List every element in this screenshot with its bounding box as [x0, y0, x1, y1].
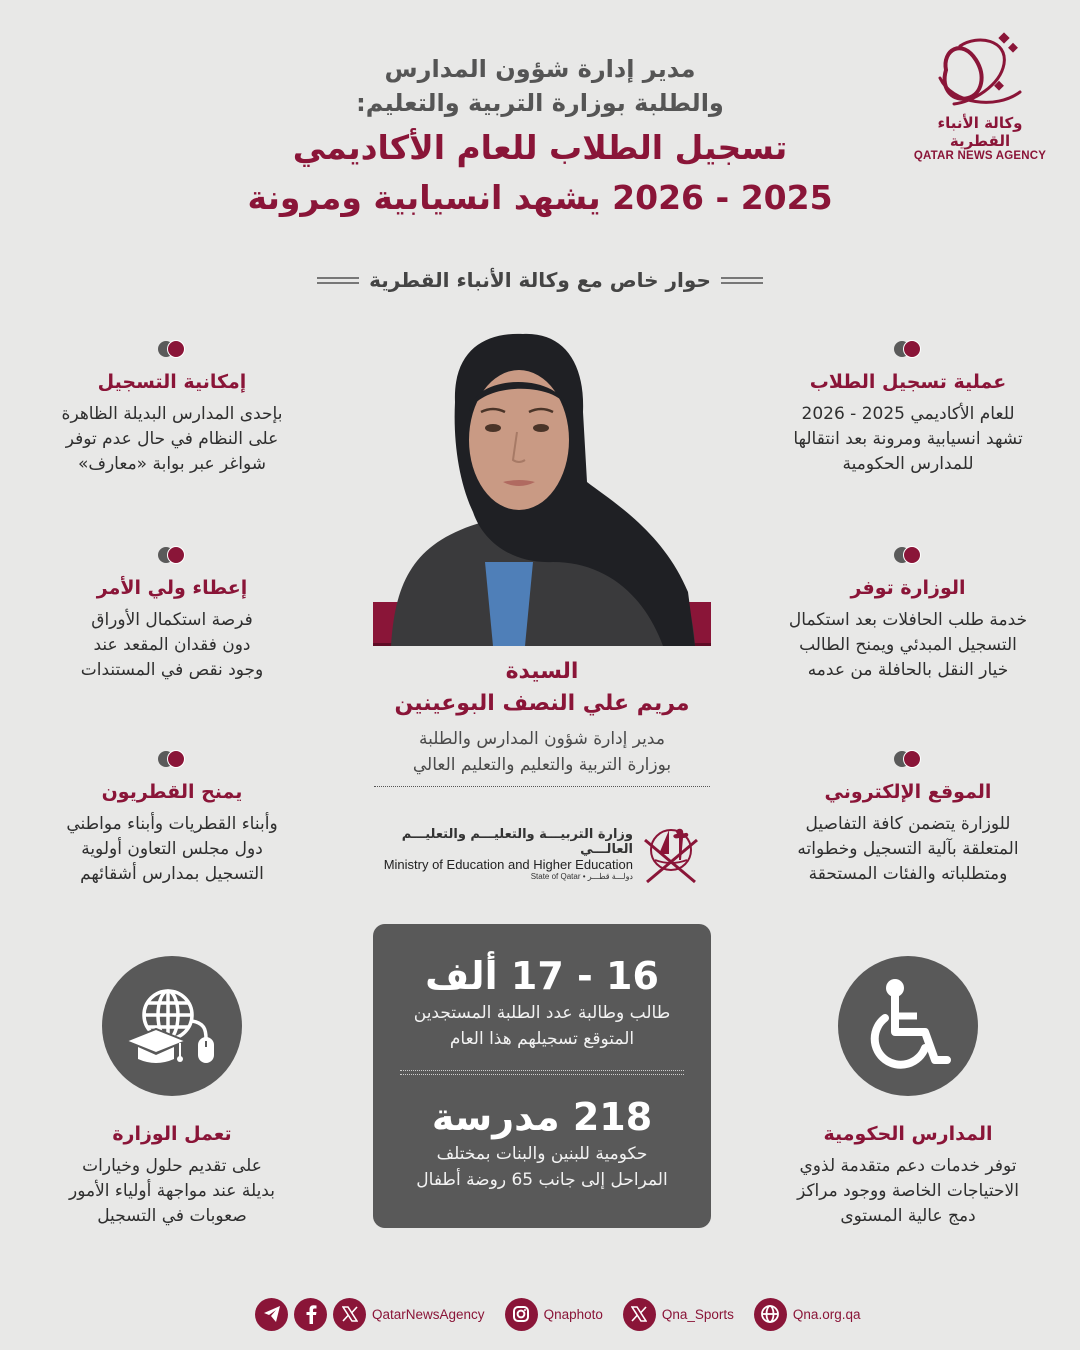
header: [230, 52, 850, 220]
feature-line: للمدارس الحكومية: [842, 454, 974, 474]
stat-value: 218 مدرسة: [431, 1095, 653, 1139]
logo-english-name: QATAR NEWS AGENCY: [913, 150, 1047, 162]
feature-line: فرصة استكمال الأوراق: [91, 610, 253, 630]
interview-label: حوار خاص مع وكالة الأنباء القطرية: [369, 268, 711, 292]
feature-line: التسجيل بمدارس أشقائهم: [80, 864, 264, 884]
interview-banner: [300, 268, 780, 292]
feature-line: خيار النقل بالحافلة من عدمه: [807, 660, 1009, 680]
portrait-illustration: [373, 332, 711, 646]
header-subtitle-1: مدير إدارة شؤون المدارس: [384, 55, 696, 83]
feature-title: الوزارة توفر: [850, 577, 966, 599]
bullet-dots-icon: [158, 750, 186, 768]
header-title-2: 2025 - 2026 يشهد انسيابية ومرونة: [247, 178, 833, 217]
stats-divider: [400, 1070, 684, 1075]
feature-ministry-provides: [758, 546, 1058, 683]
feature-line: خدمة طلب الحافلات بعد استكمال: [788, 610, 1028, 630]
bullet-dots-icon: [158, 546, 186, 564]
icon-circle: [102, 956, 242, 1096]
feature-line: دول مجلس التعاون أولوية: [81, 839, 263, 859]
feature-line: للوزارة يتضمن كافة التفاصيل: [805, 814, 1011, 834]
feature-line: بديلة عند مواجهة أولياء الأمور: [69, 1181, 275, 1201]
feature-website: [758, 750, 1058, 887]
person-honorific: السيدة: [505, 659, 579, 684]
globe-graduation-mouse-icon: [122, 981, 222, 1071]
ministry-name-en: Ministry of Education and Higher Education: [383, 857, 633, 872]
feature-line: الاحتياجات الخاصة ووجود مراكز: [797, 1181, 1019, 1201]
feature-line: تشهد انسيابية ومرونة بعد انتقالها: [793, 429, 1023, 449]
feature-line: التسجيل المبدئي ويمنح الطالب: [799, 635, 1017, 655]
divider-left: [317, 277, 359, 284]
icon-circle: [838, 956, 978, 1096]
divider-right: [721, 277, 763, 284]
feature-line: ومتطلباته والفئات المستحقة: [808, 864, 1008, 884]
feature-line: للعام الأكاديمي 2025 - 2026: [801, 404, 1015, 424]
stats-box: [373, 924, 711, 1228]
feature-title: إعطاء ولي الأمر: [96, 577, 248, 599]
ministry-text: [373, 827, 633, 881]
feature-ministry-works: [22, 956, 322, 1229]
dotted-divider: [374, 786, 710, 787]
x-icon[interactable]: [333, 1298, 366, 1331]
globe-icon[interactable]: [754, 1298, 787, 1331]
feature-title: يمنح القطريون: [101, 781, 243, 803]
instagram-icon[interactable]: [505, 1298, 538, 1331]
ministry-name-ar: وزارة التربيـــة والتعليـــم والتعليـــم العالـــي: [401, 827, 633, 857]
feature-line: المتعلقة بآلية التسجيل وخطواته: [797, 839, 1019, 859]
bullet-dots-icon: [894, 750, 922, 768]
feature-line: وأبناء القطريات وأبناء مواطني: [66, 814, 278, 834]
stat-desc: المراحل إلى جانب 65 روضة أطفال: [416, 1170, 668, 1190]
stat-value: 16 - 17 ألف: [425, 954, 659, 998]
wheelchair-icon: [863, 976, 953, 1076]
stat-desc: حكومية للبنين والبنات بمختلف: [436, 1144, 648, 1164]
feature-guardian: [22, 546, 322, 683]
logo-arabic-name: وكالة الأنباء القطرية: [937, 114, 1023, 150]
qatar-emblem-icon: [639, 820, 703, 888]
stat-desc: طالب وطالبة عدد الطلبة المستجدين: [413, 1003, 671, 1023]
bullet-dots-icon: [894, 340, 922, 358]
header-subtitle-2: والطلبة بوزارة التربية والتعليم:: [356, 89, 724, 117]
feature-registration-possibility: [22, 340, 322, 477]
feature-line: صعوبات في التسجيل: [97, 1206, 247, 1226]
person-role-2: بوزارة التربية والتعليم والتعليم العالي: [412, 755, 672, 775]
feature-qataris-priority: [22, 750, 322, 887]
social-footer: [255, 1296, 861, 1332]
handle-main[interactable]: QatarNewsAgency: [372, 1306, 485, 1322]
qna-emblem-icon: [932, 30, 1028, 112]
qna-logo: [905, 30, 1055, 160]
telegram-icon[interactable]: [255, 1298, 288, 1331]
feature-line: على تقديم حلول وخيارات: [82, 1156, 262, 1176]
stat-desc: المتوقع تسجيلهم هذا العام: [449, 1029, 635, 1049]
bullet-dots-icon: [894, 546, 922, 564]
handle-sports[interactable]: Qna_Sports: [661, 1306, 734, 1322]
feature-line: وجود نقص في المستندات: [80, 660, 264, 680]
feature-government-schools: [758, 956, 1058, 1229]
person-info: [373, 656, 711, 787]
website-link[interactable]: Qna.org.qa: [792, 1306, 861, 1322]
feature-line: شواغر عبر بوابة «معارف»: [77, 454, 267, 474]
handle-instagram[interactable]: Qnaphoto: [543, 1306, 603, 1322]
header-title-1: تسجيل الطلاب للعام الأكاديمي: [292, 128, 788, 167]
bullet-dots-icon: [158, 340, 186, 358]
feature-line: على النظام في حال عدم توفر: [65, 429, 279, 449]
feature-title: عملية تسجيل الطلاب: [809, 371, 1007, 393]
feature-line: توفر خدمات دعم متقدمة لذوي: [799, 1156, 1017, 1176]
feature-line: دون فقدان المقعد عند: [93, 635, 251, 655]
person-name: مريم علي النصف البوعينين: [394, 691, 690, 716]
feature-title: الموقع الإلكتروني: [824, 781, 992, 803]
feature-registration-process: [758, 340, 1058, 477]
feature-title: المدارس الحكومية: [823, 1123, 993, 1145]
stat-schools: [373, 1093, 711, 1193]
feature-title: إمكانية التسجيل: [97, 371, 247, 393]
feature-line: بإحدى المدارس البديلة الظاهرة: [61, 404, 283, 424]
portrait-photo: [373, 332, 711, 646]
ministry-logo: [373, 818, 703, 890]
stat-students: [373, 924, 711, 1052]
facebook-icon[interactable]: [294, 1298, 327, 1331]
feature-line: دمج عالية المستوى: [840, 1206, 976, 1226]
x-sports-icon[interactable]: [623, 1298, 656, 1331]
ministry-state: State of Qatar • دولـــة قطـــر: [530, 872, 633, 881]
feature-title: تعمل الوزارة: [112, 1123, 232, 1145]
person-role-1: مدير إدارة شؤون المدارس والطلبة: [419, 729, 665, 749]
